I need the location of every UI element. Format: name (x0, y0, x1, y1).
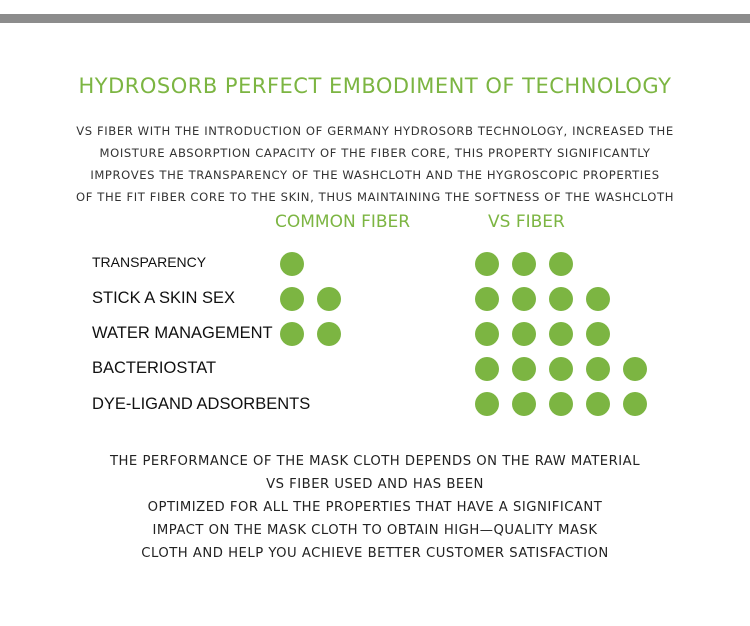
vs-fiber-rating-dot (549, 392, 573, 416)
column-header-common-fiber: COMMON FIBER (275, 212, 411, 232)
intro-line: VS FIBER WITH THE INTRODUCTION OF GERMANY HYDROSORB TECHNOLOGY, INCREASED THE (76, 124, 674, 138)
closing-line: IMPACT ON THE MASK CLOTH TO OBTAIN HIGH—QUALITY MASK (152, 523, 598, 538)
vs-fiber-rating-dot (512, 357, 536, 381)
intro-line: IMPROVES THE TRANSPARENCY OF THE WASHCLOTH AND THE HYGROSCOPIC PROPERTIES (90, 168, 660, 182)
closing-line: OPTIMIZED FOR ALL THE PROPERTIES THAT HAVE A SIGNIFICANT (147, 500, 603, 515)
vs-fiber-rating-dot (549, 322, 573, 346)
vs-fiber-rating-dot (475, 392, 499, 416)
column-header-vs-fiber: VS FIBER (488, 212, 565, 232)
vs-fiber-rating-dot (475, 357, 499, 381)
row-label-bacteriostat: BACTERIOSTAT (92, 359, 217, 377)
vs-fiber-rating-dot (512, 392, 536, 416)
closing-line: VS FIBER USED AND HAS BEEN (266, 477, 484, 492)
vs-fiber-rating-dot (549, 252, 573, 276)
vs-fiber-rating-dot (549, 287, 573, 311)
common-fiber-rating-dot (280, 322, 304, 346)
intro-line: OF THE FIT FIBER CORE TO THE SKIN, THUS MAINTAINING THE SOFTNESS OF THE WASHCLOTH (75, 190, 675, 204)
vs-fiber-rating-dot (512, 322, 536, 346)
intro-line: MOISTURE ABSORPTION CAPACITY OF THE FIBER CORE, THIS PROPERTY SIGNIFICANTLY (99, 146, 651, 160)
closing-paragraph (60, 450, 690, 565)
common-fiber-rating-dot (317, 287, 341, 311)
row-label-water-management: WATER MANAGEMENT (92, 324, 273, 342)
vs-fiber-rating-dot (586, 357, 610, 381)
closing-line: THE PERFORMANCE OF THE MASK CLOTH DEPENDS ON THE RAW MATERIAL (109, 454, 641, 469)
vs-fiber-rating-dot (512, 252, 536, 276)
common-fiber-rating-dot (317, 322, 341, 346)
page-title: HYDROSORB PERFECT EMBODIMENT OF TECHNOLOGY (78, 74, 672, 98)
closing-line: CLOTH AND HELP YOU ACHIEVE BETTER CUSTOMER SATISFACTION (141, 546, 609, 561)
vs-fiber-rating-dot (549, 357, 573, 381)
vs-fiber-rating-dot (512, 287, 536, 311)
intro-paragraph (40, 120, 710, 208)
vs-fiber-rating-dot (586, 392, 610, 416)
common-fiber-rating-dot (280, 252, 304, 276)
vs-fiber-rating-dot (475, 252, 499, 276)
vs-fiber-rating-dot (623, 357, 647, 381)
row-label-transparency: TRANSPARENCY (92, 254, 207, 270)
vs-fiber-rating-dot (623, 392, 647, 416)
vs-fiber-rating-dot (586, 322, 610, 346)
top-divider-bar (0, 14, 750, 23)
vs-fiber-rating-dot (475, 287, 499, 311)
vs-fiber-rating-dot (475, 322, 499, 346)
row-label-stick-a-skin-sex: STICK A SKIN SEX (92, 289, 236, 307)
vs-fiber-rating-dot (586, 287, 610, 311)
common-fiber-rating-dot (280, 287, 304, 311)
row-label-dye-ligand-adsorbents: DYE-LIGAND ADSORBENTS (92, 395, 311, 413)
